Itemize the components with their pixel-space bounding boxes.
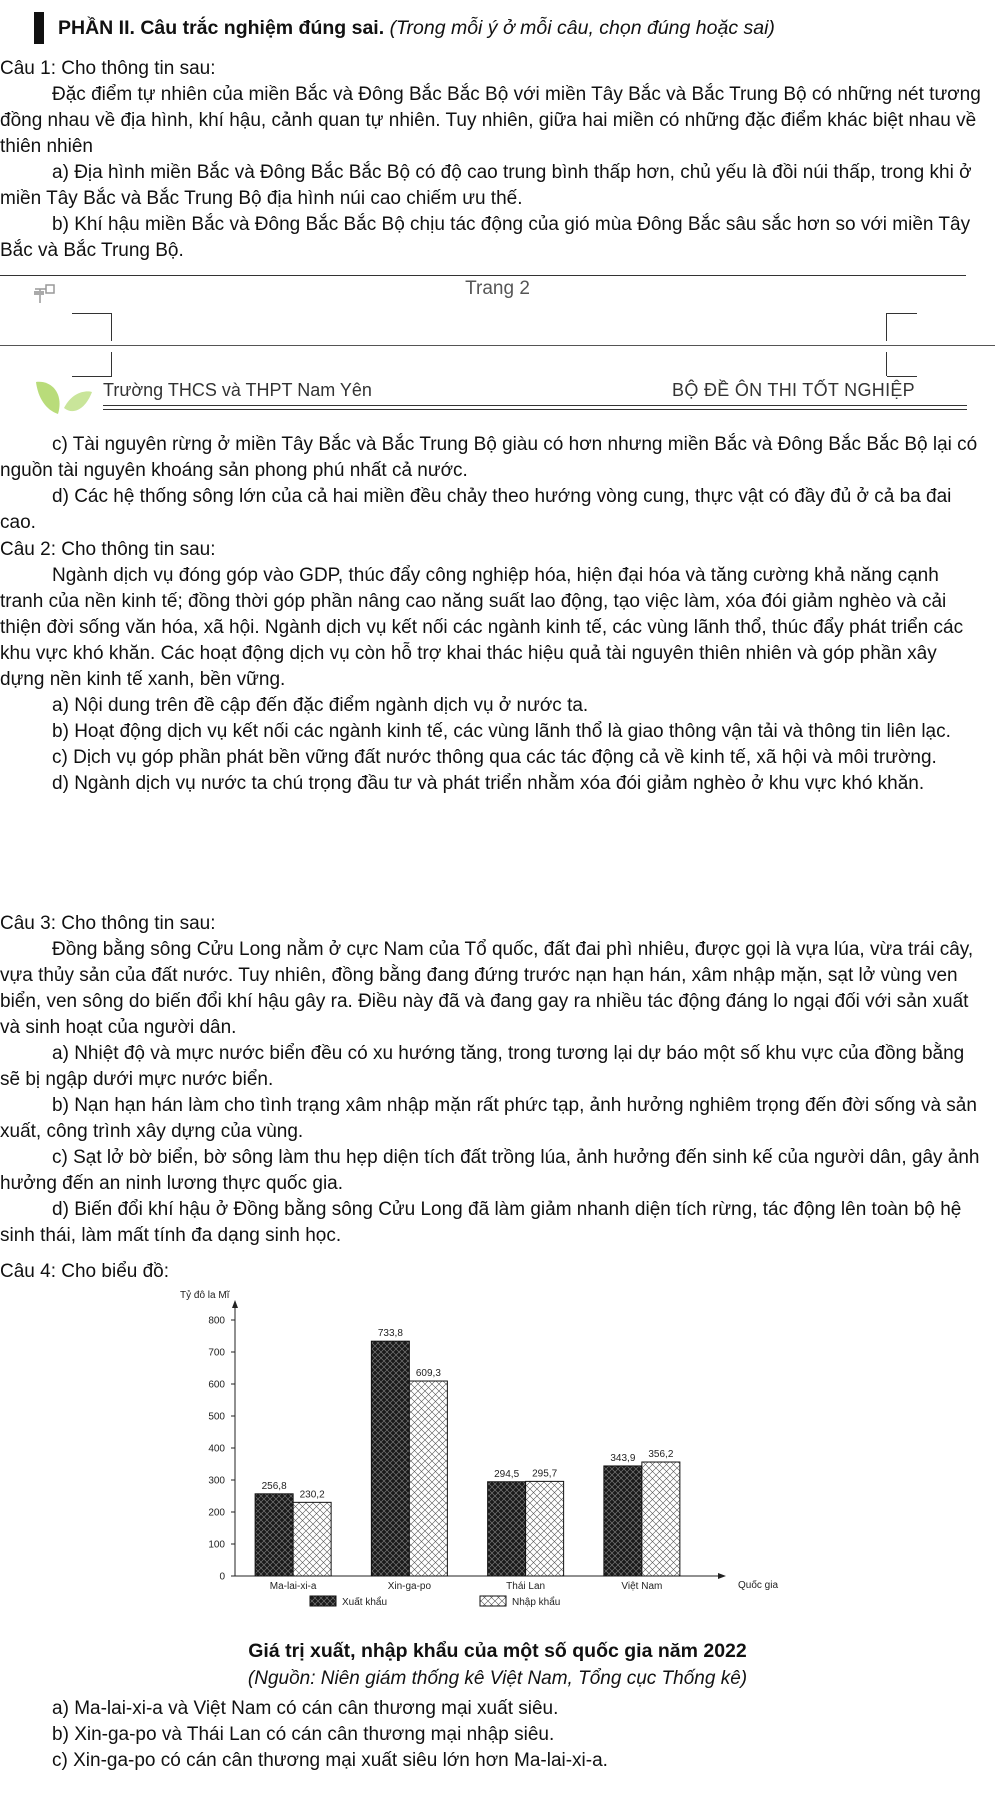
- question-1-option-b: b) Khí hậu miền Bắc và Đông Bắc Bắc Bộ chịu tác động của gió mùa Đông Bắc sâu sắc hơn so với miền Tây Bắc và Bắc Trung Bộ.: [0, 214, 971, 261]
- import-bar-3: [642, 1462, 680, 1576]
- import-bar-1: [409, 1381, 447, 1576]
- part-title: PHẦN II. Câu trắc nghiệm đúng sai.: [58, 17, 385, 39]
- question-2-option-c: c) Dịch vụ góp phần phát bền vững đất nước thông qua các tác động cả về kinh tế, xã hội và môi trường.: [52, 747, 937, 768]
- import-value-label-1: 609,3: [415, 1368, 441, 1380]
- question-4-lead: Cho biểu đồ:: [61, 1261, 170, 1282]
- x-axis-arrow: [718, 1573, 726, 1579]
- part-note: (Trong mỗi ý ở mỗi câu, chọn đúng hoặc sai): [389, 17, 775, 39]
- crop-mark-top-left-vertical: [111, 313, 112, 341]
- page-footer-rule: [0, 275, 966, 276]
- question-1-continued: [0, 432, 985, 536]
- import-value-label-3: 356,2: [648, 1449, 674, 1461]
- question-2-option-a: a) Nội dung trên đề cập đến đặc điểm ngành dịch vụ ở nước ta.: [52, 695, 589, 716]
- legend-label-import: Nhập khẩu: [512, 1597, 561, 1608]
- import-value-label-0: 230,2: [299, 1489, 325, 1501]
- exam-series-title: BỘ ĐỀ ÔN THI TỐT NGHIỆP: [672, 380, 915, 400]
- legend-swatch-import: [480, 1596, 506, 1606]
- import-value-label-2: 295,7: [532, 1468, 558, 1480]
- question-4-option-c: c) Xin-ga-po có cán cân thương mại xuất siêu lớn hơn Ma-lai-xi-a.: [52, 1750, 608, 1771]
- export-value-label-1: 733,8: [377, 1328, 403, 1340]
- part-heading: [58, 13, 775, 43]
- question-1-option-a: a) Địa hình miền Bắc và Đông Bắc Bắc Bộ có độ cao trung bình thấp hơn, chủ yếu là đồi núi thấp, trong khi ở miền Tây Bắc và Bắc Trung Bộ địa hình núi cao chiếm ưu thế.: [0, 162, 972, 209]
- question-3-lead: Cho thông tin sau:: [61, 913, 216, 934]
- question-3: [0, 911, 985, 1249]
- question-1-lead: Cho thông tin sau:: [61, 58, 216, 79]
- question-4-option-a: a) Ma-lai-xi-a và Việt Nam có cán cân thương mại xuất siêu.: [52, 1698, 559, 1719]
- export-value-label-0: 256,8: [261, 1480, 287, 1492]
- question-1: [0, 56, 985, 264]
- y-tick-label: 300: [208, 1475, 225, 1487]
- x-tick-label-0: Ma-lai-xi-a: [269, 1581, 317, 1592]
- chart-source: (Nguồn: Niên giám thống kê Việt Nam, Tổng cục Thống kê): [247, 1668, 748, 1689]
- question-2: [0, 537, 985, 797]
- y-axis-arrow: [232, 1300, 238, 1308]
- question-2-lead: Cho thông tin sau:: [61, 539, 216, 560]
- question-3-option-b: b) Nạn hạn hán làm cho tình trạng xâm nhập mặn rất phức tạp, ảnh hưởng nghiêm trọng đến đời sống và sản xuất, công trình xây dựng của vùng.: [0, 1095, 977, 1142]
- export-value-label-3: 343,9: [610, 1452, 636, 1464]
- legend-label-export: Xuất khẩu: [342, 1597, 388, 1608]
- crop-mark-bottom-left: [72, 376, 112, 377]
- y-tick-label: 400: [208, 1443, 225, 1455]
- crop-mark-bottom-right-vertical: [886, 352, 887, 376]
- question-2-option-d: d) Ngành dịch vụ nước ta chú trọng đầu tư và phát triển nhằm xóa đói giảm nghèo ở khu vực khó khăn.: [52, 773, 925, 794]
- question-3-text: Đồng bằng sông Cửu Long nằm ở cực Nam của Tổ quốc, đất đai phì nhiêu, được gọi là vựa lúa, vừa trái cây, vựa thủy sản của đất nước. Tuy nhiên, đồng bằng đang đứng trước nạn hạn hán, xâm nhập mặn, sạt lở vùng ven biển, ven sông do biến đổi khí hậu gây ra. Điều này đã và đang gay ra nhiều tác động đáng lo ngại đối với sản xuất và sinh hoạt của người dân.: [0, 939, 974, 1038]
- import-bar-2: [526, 1481, 564, 1576]
- question-1-label: Câu 1:: [0, 58, 56, 79]
- crop-mark-top-right: [887, 313, 917, 314]
- legend-swatch-export: [310, 1596, 336, 1606]
- question-2-label: Câu 2:: [0, 539, 56, 560]
- x-tick-label-2: Thái Lan: [506, 1581, 546, 1592]
- school-logo-leaf-icon: [34, 378, 94, 428]
- x-tick-label-1: Xin-ga-po: [387, 1581, 432, 1592]
- question-4-label: Câu 4:: [0, 1261, 56, 1282]
- import-bar-0: [293, 1502, 331, 1576]
- question-1-option-d: d) Các hệ thống sông lớn của cả hai miền đều chảy theo hướng vòng cung, thực vật có đầy đủ ở cả ba đai cao.: [0, 486, 952, 533]
- crop-mark-top-left: [72, 313, 112, 314]
- y-tick-label: 700: [208, 1347, 225, 1359]
- x-tick-label-3: Việt Nam: [621, 1581, 663, 1592]
- question-2-option-b: b) Hoạt động dịch vụ kết nối các ngành kinh tế, các vùng lãnh thổ là giao thông vận tải và thông tin liên lạc.: [52, 721, 951, 742]
- y-tick-label: 0: [219, 1571, 225, 1583]
- header-rule-1: [103, 405, 967, 406]
- x-axis-title: Quốc gia: [738, 1580, 779, 1591]
- y-tick-label: 200: [208, 1507, 225, 1519]
- question-2-text: Ngành dịch vụ đóng góp vào GDP, thúc đẩy công nghiệp hóa, hiện đại hóa và tăng cường khả năng cạnh tranh của nền kinh tế; đồng thời góp phần nâng cao năng suất lao động, tạo việc làm, xóa đói giảm nghèo và cải thiện đời sống văn hóa, xã hội. Ngành dịch vụ kết nối các ngành kinh tế, các vùng lãnh thổ, thúc đẩy phát triển các khu vực khó khăn. Các hoạt động dịch vụ còn hỗ trợ khai thác hiệu quả tài nguyên thiên nhiên và góp phần xây dựng nền kinh tế xanh, bền vững.: [0, 565, 964, 690]
- section-marker-bar: [34, 12, 44, 44]
- question-3-option-a: a) Nhiệt độ và mực nước biển đều có xu hướng tăng, trong tương lại dự báo một số khu vực của đồng bằng sẽ bị ngập dưới mực nước biển.: [0, 1043, 965, 1090]
- bar-chart: [180, 1286, 820, 1626]
- chart-caption: Giá trị xuất, nhập khẩu của một số quốc gia năm 2022: [248, 1640, 747, 1662]
- y-axis-title: Tỷ đô la Mĩ: [180, 1290, 230, 1301]
- question-1-text: Đặc điểm tự nhiên của miền Bắc và Đông Bắc Bắc Bộ với miền Tây Bắc và Bắc Trung Bộ có những nét tương đồng nhau về địa hình, khí hậu, cảnh quan tự nhiên. Tuy nhiên, giữa hai miền có những đặc điểm khác biệt nhau về thiên nhiên: [0, 84, 981, 157]
- question-1-option-c: c) Tài nguyên rừng ở miền Tây Bắc và Bắc Trung Bộ giàu có hơn nhưng miền Bắc và Đông Bắc Bắc Bộ lại có nguồn tài nguyên khoáng sản phong phú nhất cả nước.: [0, 434, 978, 481]
- y-tick-label: 600: [208, 1379, 225, 1391]
- crop-mark-bottom-right: [887, 376, 917, 377]
- crop-mark-bottom-left-vertical: [111, 352, 112, 376]
- y-tick-label: 500: [208, 1411, 225, 1423]
- school-name: Trường THCS và THPT Nam Yên: [103, 380, 372, 400]
- export-bar-2: [488, 1482, 526, 1576]
- question-4: [0, 1259, 985, 1285]
- page-separator: [0, 345, 995, 346]
- question-3-option-c: c) Sạt lở bờ biển, bờ sông làm thu hẹp diện tích đất trồng lúa, ảnh hưởng đến sinh kế của người dân, gây ảnh hưởng đến an ninh lương thực quốc gia.: [0, 1147, 980, 1194]
- export-bar-1: [371, 1341, 409, 1576]
- export-value-label-2: 294,5: [494, 1468, 520, 1480]
- export-bar-3: [604, 1466, 642, 1576]
- question-3-option-d: d) Biến đổi khí hậu ở Đồng bằng sông Cửu Long đã làm giảm nhanh diện tích rừng, tác động lên toàn bộ hệ sinh thái, làm mất tính đa dạng sinh học.: [0, 1199, 962, 1246]
- header-rule-2: [103, 409, 967, 410]
- y-tick-label: 100: [208, 1539, 225, 1551]
- y-tick-label: 800: [208, 1315, 225, 1327]
- question-3-label: Câu 3:: [0, 913, 56, 934]
- question-4-option-b: b) Xin-ga-po và Thái Lan có cán cân thương mại nhập siêu.: [52, 1724, 555, 1745]
- crop-mark-top-right-vertical: [886, 313, 887, 341]
- export-bar-0: [255, 1494, 293, 1576]
- page-number: Trang 2: [465, 278, 530, 299]
- question-4-options: [0, 1696, 985, 1774]
